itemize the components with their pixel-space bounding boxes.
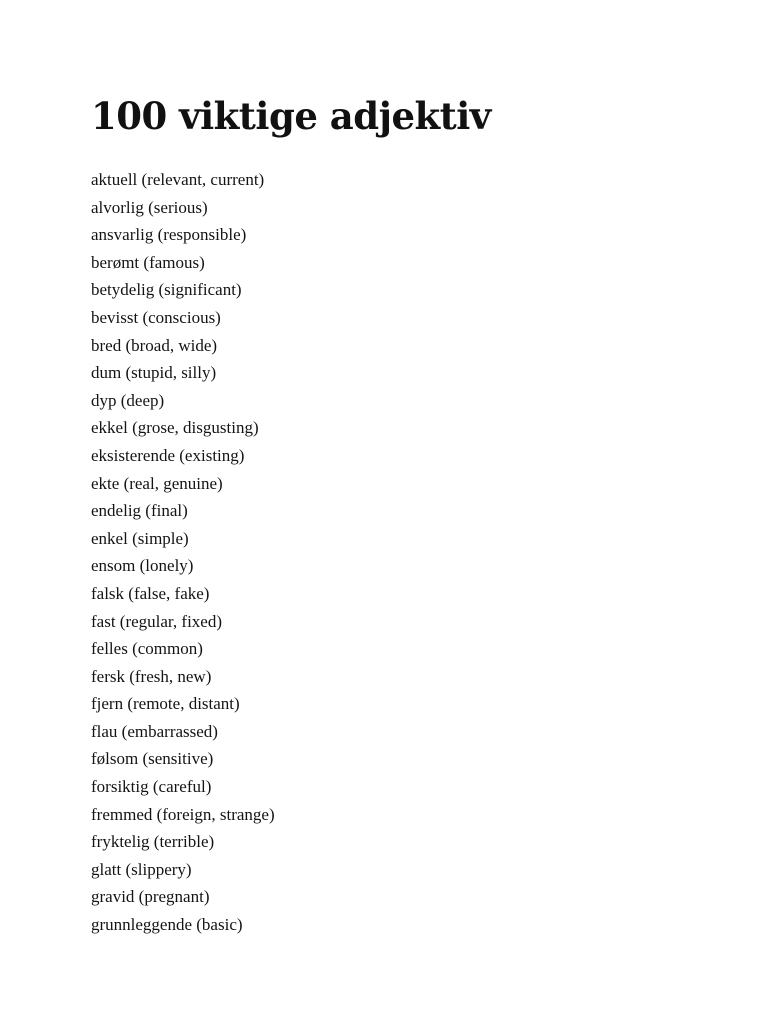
adjective-entry: eksisterende (existing)	[91, 445, 245, 465]
adjective-entry: glatt (slippery)	[91, 859, 192, 879]
adjective-entry: aktuell (relevant, current)	[91, 170, 265, 189]
adjective-entry: flau (embarrassed)	[91, 721, 218, 741]
adjective-entry: grunnleggende (basic)	[91, 915, 243, 935]
adjective-entry: fersk (fresh, new)	[91, 666, 212, 686]
adjective-entry: ansvarlig (responsible)	[91, 225, 247, 245]
adjective-entry: bevisst (conscious)	[91, 307, 221, 327]
adjective-entry: felles (common)	[91, 639, 203, 659]
adjective-entry: berømt (famous)	[91, 252, 205, 272]
adjective-entry: fryktelig (terrible)	[91, 832, 215, 852]
adjective-entry: forsiktig (careful)	[91, 777, 212, 797]
adjective-entry: dyp (deep)	[91, 390, 165, 410]
adjective-entry: falsk (false, fake)	[91, 583, 210, 603]
adjective-entry: endelig (final)	[91, 501, 188, 521]
adjective-entry: dum (stupid, silly)	[91, 363, 217, 383]
adjective-entry: gravid (pregnant)	[91, 887, 210, 907]
adjective-entry: fast (regular, fixed)	[91, 611, 223, 631]
adjective-entry: ekte (real, genuine)	[91, 473, 223, 493]
adjective-entry: følsom (sensitive)	[91, 749, 214, 769]
adjective-entry: alvorlig (serious)	[91, 197, 208, 217]
adjective-entry: fremmed (foreign, strange)	[91, 804, 275, 824]
adjective-entry: betydelig (significant)	[91, 280, 242, 300]
adjective-entry: enkel (simple)	[91, 528, 189, 548]
document-page	[91, 94, 731, 939]
adjective-entry: fjern (remote, distant)	[91, 694, 240, 714]
page-title: 100 viktige adjektiv	[91, 94, 491, 138]
adjective-list	[91, 166, 731, 939]
adjective-entry: ekkel (grose, disgusting)	[91, 418, 259, 438]
adjective-entry: ensom (lonely)	[91, 556, 194, 576]
adjective-entry: bred (broad, wide)	[91, 335, 218, 355]
